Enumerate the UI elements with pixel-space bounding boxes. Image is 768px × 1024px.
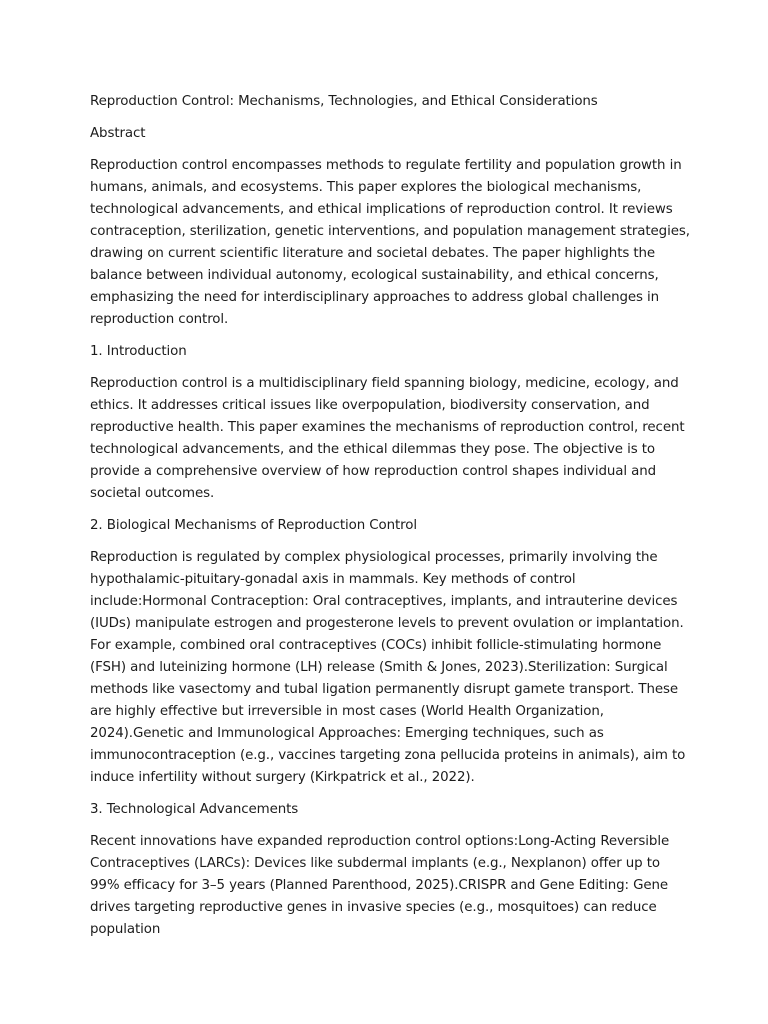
document-title: Reproduction Control: Mechanisms, Technologies, and Ethical Considerations — [90, 94, 598, 109]
document-page — [90, 91, 690, 951]
section-heading-biological-mechanisms: 2. Biological Mechanisms of Reproduction Control — [90, 518, 417, 533]
abstract-paragraph: Reproduction control encompasses methods to regulate fertility and population growth in humans, animals, and ecosystems. This paper explores the biological mechanisms, technological advancements, and ethical implications of reproduction control. It reviews contraception, sterilization, genetic interventions, and population management strategies, drawing on current scientific literature and societal debates. The paper highlights the balance between individual autonomy, ecological sustainability, and ethical concerns, emphasizing the need for interdisciplinary approaches to address global challenges in reproduction control. — [90, 158, 690, 327]
section-heading-introduction: 1. Introduction — [90, 344, 187, 359]
abstract-heading: Abstract — [90, 126, 146, 141]
technological-advancements-paragraph: Recent innovations have expanded reproduction control options:Long-Acting Reversible Contraceptives (LARCs): Devices like subdermal implants (e.g., Nexplanon) offer up to 99% efficacy for 3–5 years (Planned Parenthood, 2025).CRISPR and Gene Editing: Gene drives targeting reproductive genes in invasive species (e.g., mosquitoes) can reduce population — [90, 834, 670, 937]
section-heading-technological-advancements: 3. Technological Advancements — [90, 802, 299, 817]
biological-mechanisms-paragraph: Reproduction is regulated by complex physiological processes, primarily involving the hypothalamic-pituitary-gonadal axis in mammals. Key methods of control include:Hormonal Contraception: Oral contraceptives, implants, and intrauterine devices (IUDs) manipulate estrogen and progesterone levels to prevent ovulation or implantation. For example, combined oral contraceptives (COCs) inhibit follicle-stimulating hormone (FSH) and luteinizing hormone (LH) release (Smith & Jones, 2023).Sterilization: Surgical methods like vasectomy and tubal ligation permanently disrupt gamete transport. These are highly effective but irreversible in most cases (World Health Organization, 2024).Genetic and Immunological Approaches: Emerging techniques, such as immunocontraception (e.g., vaccines targeting zona pellucida proteins in animals), aim to induce infertility without surgery (Kirkpatrick et al., 2022). — [90, 550, 686, 785]
introduction-paragraph: Reproduction control is a multidisciplinary field spanning biology, medicine, ecology, and ethics. It addresses critical issues like overpopulation, biodiversity conservation, and reproductive health. This paper examines the mechanisms of reproduction control, recent technological advancements, and the ethical dilemmas they pose. The objective is to provide a comprehensive overview of how reproduction control shapes individual and societal outcomes. — [90, 376, 685, 501]
